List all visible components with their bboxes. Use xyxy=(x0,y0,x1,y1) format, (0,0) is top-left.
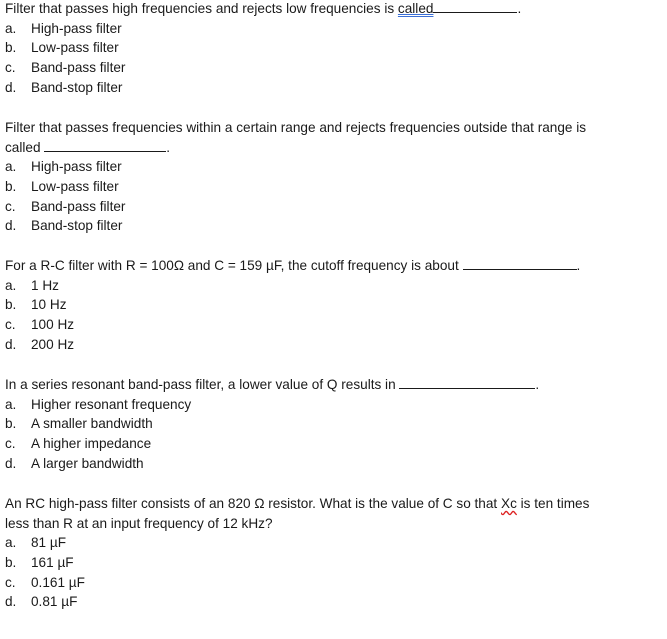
option-d: d. 200 Hz xyxy=(5,336,75,352)
option-a: a. High-pass filter xyxy=(5,159,122,174)
option-c: c. 0.161 µF xyxy=(5,574,85,590)
answer-blank[interactable] xyxy=(463,256,577,270)
question-3-stem: For a R-C filter with R = 100Ω and C = 159 µF, the cutoff frequency is about . xyxy=(5,258,581,273)
options-list xyxy=(5,157,655,236)
option-b: b. Low-pass filter xyxy=(5,178,119,194)
options-list xyxy=(5,276,655,355)
options-list xyxy=(5,533,655,612)
question-3 xyxy=(5,256,655,355)
answer-blank[interactable] xyxy=(399,375,535,389)
option-b: b. 10 Hz xyxy=(5,297,67,313)
question-4 xyxy=(5,375,655,474)
question-1 xyxy=(5,0,655,98)
question-1-stem: Filter that passes high frequencies and rejects low frequencies is called . xyxy=(5,1,522,16)
option-c: c. A higher impedance xyxy=(5,436,152,452)
option-d: d. A larger bandwidth xyxy=(5,455,144,471)
grammar-flag[interactable]: called xyxy=(397,1,434,16)
option-c: c. Band-pass filter xyxy=(5,60,126,76)
option-b: b. 161 µF xyxy=(5,554,74,570)
option-d: d. 0.81 µF xyxy=(5,594,78,610)
option-b: b. Low-pass filter xyxy=(5,40,119,56)
options-list xyxy=(5,395,655,474)
option-c: c. 100 Hz xyxy=(5,317,75,333)
option-b: b. A smaller bandwidth xyxy=(5,416,153,432)
question-2 xyxy=(5,118,655,236)
question-5-stem: An RC high-pass filter consists of an 820 Ω resistor. What is the value of C so that Xc is ten times less than R at an input frequency of 12 kHz? xyxy=(5,496,590,531)
question-4-stem: In a series resonant band-pass filter, a lower value of Q results in . xyxy=(5,377,540,392)
options-list xyxy=(5,19,655,98)
option-a: a. 1 Hz xyxy=(5,277,59,293)
option-a: a. Higher resonant frequency xyxy=(5,396,192,412)
spelling-flag[interactable]: Xc xyxy=(501,496,517,511)
option-a: a. High-pass filter xyxy=(5,20,122,36)
question-5 xyxy=(5,494,655,612)
question-2-stem: Filter that passes frequencies within a certain range and rejects frequencies outside that range is called . xyxy=(5,120,587,155)
option-d: d. Band-stop filter xyxy=(5,218,123,234)
answer-blank[interactable] xyxy=(44,138,166,152)
option-a: a. 81 µF xyxy=(5,535,67,550)
option-c: c. Band-pass filter xyxy=(5,198,126,214)
option-d: d. Band-stop filter xyxy=(5,79,123,95)
answer-blank[interactable] xyxy=(433,0,517,13)
